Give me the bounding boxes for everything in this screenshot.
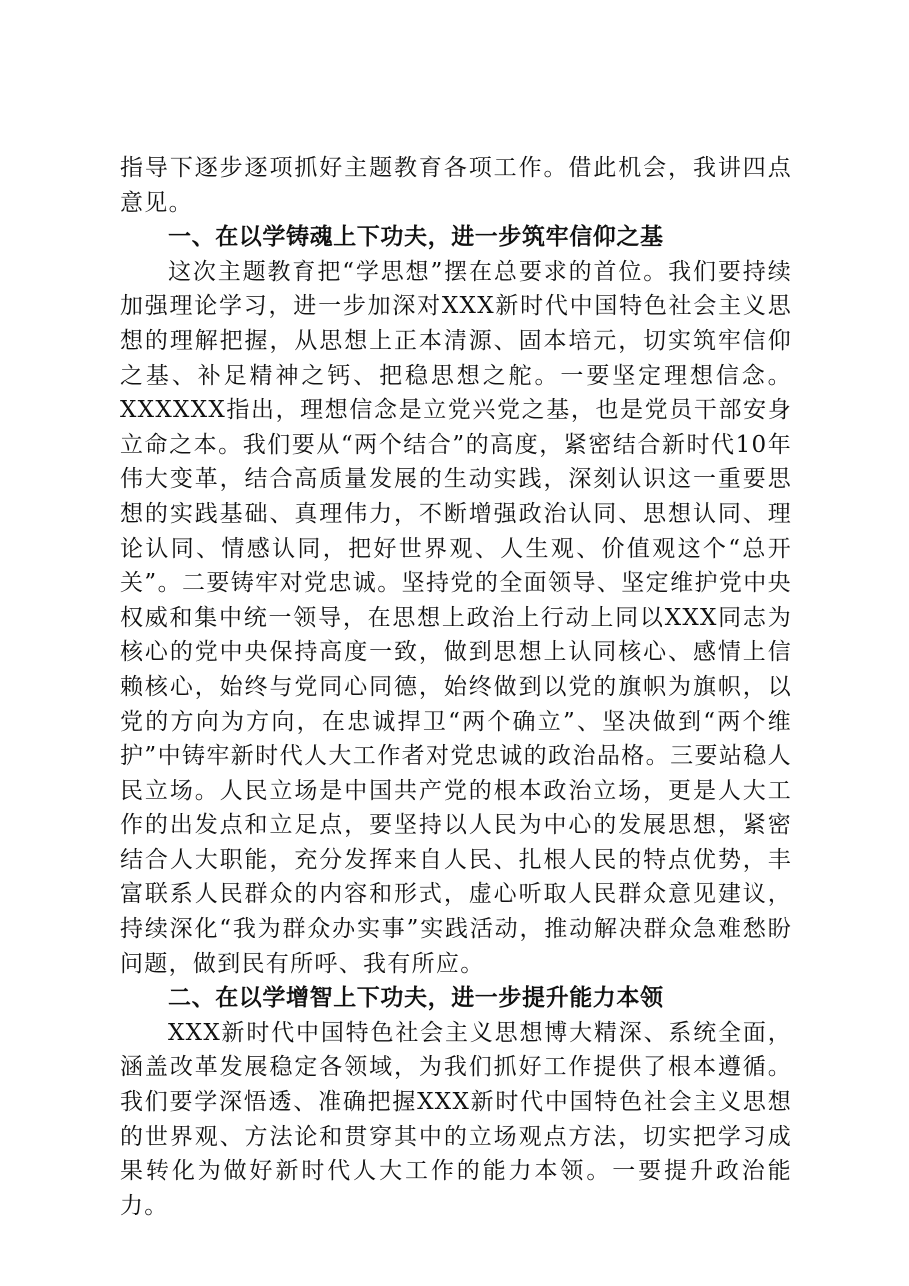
document-body — [120, 151, 792, 1223]
section-heading-1: 一、在以学铸魂上下功夫，进一步筑牢信仰之基 — [168, 224, 664, 251]
section-1-paragraph: 这次主题教育把“学思想”摆在总要求的首位。我们要持续加强理论学习，进一步加深对XXX新时代中国特色社会主义思想的理解把握，从思想上正本清源、固本培元，切实筑牢信仰之基、补足精神之钙、把稳思想之舵。一要坚定理想信念。XXXXXX指出，理想信念是立党兴党之基，也是党员干部安身立命之本。我们要从“两个结合”的高度，紧密结合新时代10年伟大变革，结合高质量发展的生动实践，深刻认识这一重要思想的实践基础、真理伟力，不断增强政治认同、思想认同、理论认同、情感认同，把好世界观、人生观、价值观这个“总开关”。二要铸牢对党忠诚。坚持党的全面领导、坚定维护党中央权威和集中统一领导，在思想上政治上行动上同以XXX同志为核心的党中央保持高度一致，做到思想上认同核心、感情上信赖核心，始终与党同心同德，始终做到以党的旗帜为旗帜，以党的方向为方向，在忠诚捍卫“两个确立”、坚决做到“两个维护”中铸牢新时代人大工作者对党忠诚的政治品格。三要站稳人民立场。人民立场是中国共产党的根本政治立场，更是人大工作的出发点和立足点，要坚持以人民为中心的发展思想，紧密结合人大职能，充分发挥来自人民、扎根人民的特点优势，丰富联系人民群众的内容和形式，虚心听取人民群众意见建议，持续深化“我为群众办实事”实践活动，推动解决群众急难愁盼问题，做到民有所呼、我有所应。 — [120, 258, 792, 977]
intro-paragraph: 指导下逐步逐项抓好主题教育各项工作。借此机会，我讲四点意见。 — [120, 155, 792, 216]
section-heading-2: 二、在以学增智上下功夫，进一步提升能力本领 — [168, 985, 664, 1012]
section-2-paragraph: XXX新时代中国特色社会主义思想博大精深、系统全面，涵盖改革发展稳定各领域，为我们抓好工作提供了根本遵循。我们要学深悟透、准确把握XXX新时代中国特色社会主义思想的世界观、方法论和贯穿其中的立场观点方法，切实把学习成果转化为做好新时代人大工作的能力本领。一要提升政治能力。 — [120, 1019, 792, 1219]
